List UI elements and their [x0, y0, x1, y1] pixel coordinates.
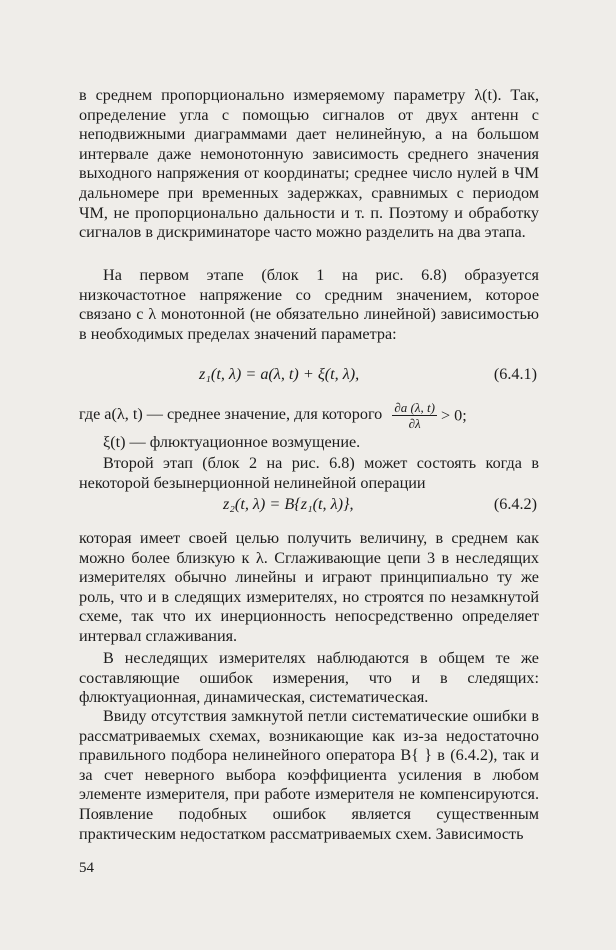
paragraph-5: Ввиду отсутствия замкнутой петли систематические ошибки в рассматриваемых схемах, возникающие как из-за недостаточно правильного подбора нелинейного оператора B{ } в (6.4.2), так и за счет неверного выбора коэффициента усиления в любом элементе измерителя, при работе измерителя не компенсируются. Появление подобных ошибок является существенным практическим недостатком рассматриваемых схем. Зависимость [79, 707, 539, 843]
where-line [79, 400, 539, 431]
where-text: где a(λ, t) — среднее значение, для которого [79, 405, 383, 424]
equation-2-body: z₂(t, λ) = B{z₁(t, λ)}, [223, 495, 354, 513]
paragraph-3: которая имеет своей целью получить величину, в среднем как можно более близкую к λ. Сглаживающие цепи 3 в неследящих измерителях обычно линейны и играют принципиально ту же роль, что и в следящих измерителях, но строятся по незамкнутой схеме, так что их инерционность непосредственно определяет интервал сглаживания. [79, 529, 539, 645]
where-tail: > 0; [440, 406, 467, 425]
paragraph-4: В неследящих измерителях наблюдаются в общем те же составляющие ошибок измерения, что и в следящих: флюктуационная, динамическая, систематическая. [79, 649, 539, 707]
partial-derivative-fraction [392, 400, 437, 431]
xi-definition: ξ(t) — флюктуационное возмущение. [103, 433, 361, 451]
equation-2-number: (6.4.2) [493, 495, 537, 513]
fraction-denominator: ∂λ [408, 416, 421, 431]
equation-1-body: z₁(t, λ) = a(λ, t) + ξ(t, λ), [199, 365, 360, 383]
equation-1-number: (6.4.1) [493, 365, 537, 383]
paragraph-1: в среднем пропорционально измеряемому параметру λ(t). Так, определение угла с помощью сигналов от двух антенн с неподвижными диаграммами дает нелинейную, а на большом интервале даже немонотонную зависимость среднего значения выходного напряжения от координаты; среднее число нулей в ЧМ дальномере при временных задержках, сравнимых с периодом ЧМ, не пропорционально дальности и т. п. Поэтому и обработку сигналов в дискриминаторе часто можно разделить на два этапа. [79, 86, 539, 242]
paragraph-2: На первом этапе (блок 1 на рис. 6.8) образуется низкочастотное напряжение со средним значением, которое связано с λ монотонной (не обязательно линейной) зависимостью в необходимых пределах значений параметра: [79, 266, 539, 343]
page-number: 54 [79, 860, 94, 876]
second-stage-text: Второй этап (блок 2 на рис. 6.8) может состоять когда в некоторой безынерционной нелинейной операции [79, 454, 539, 492]
fraction-numerator: ∂a (λ, t) [394, 400, 435, 415]
